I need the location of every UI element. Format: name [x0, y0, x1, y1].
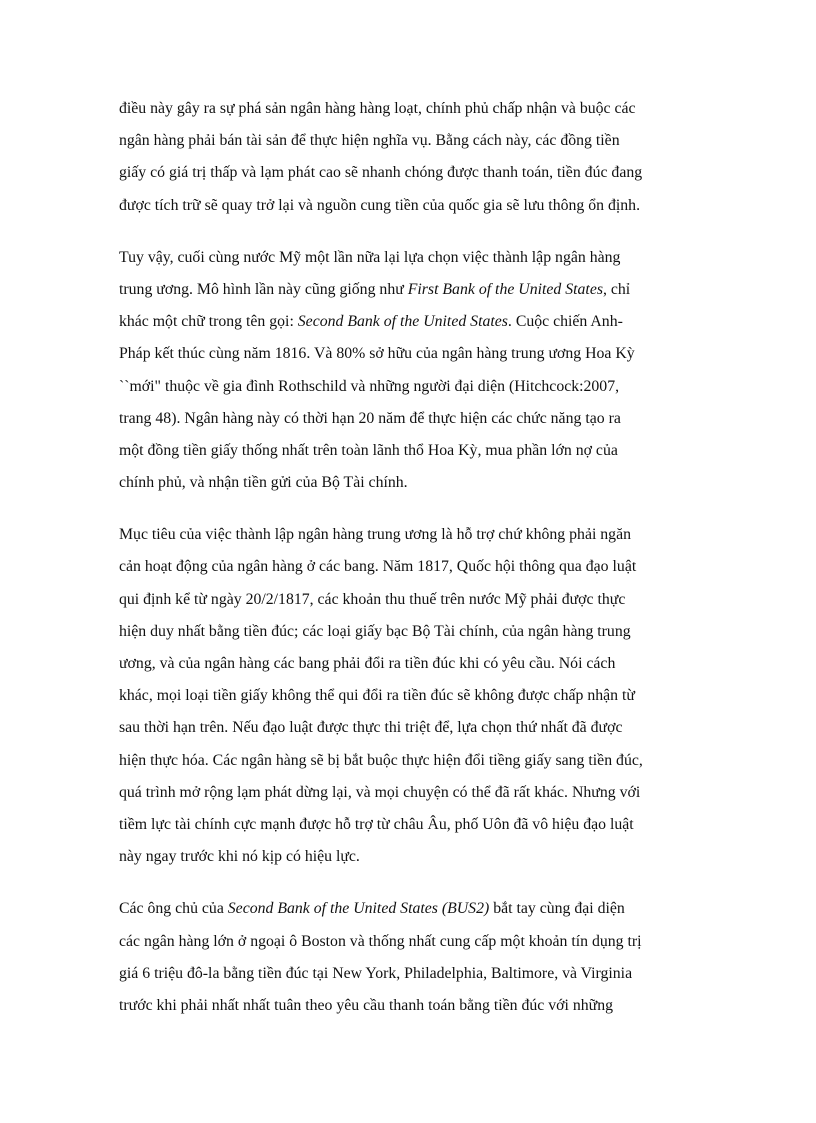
text-segment: hiện thực hóa. Các ngân hàng sẽ bị bắt buộc thực hiện đổi tiềng giấy sang tiền đúc, [119, 751, 643, 769]
text-segment: Mục tiêu của việc thành lập ngân hàng trung ương là hỗ trợ chứ không phải ngăn [119, 526, 631, 544]
text-segment: khác một chữ trong tên gọi: [119, 313, 298, 331]
text-segment: này ngay trước khi nó kịp có hiệu lực. [119, 848, 360, 866]
text-segment: chính phủ, và nhận tiền gửi của Bộ Tài chính. [119, 474, 408, 492]
text-line [119, 680, 704, 712]
text-line [119, 125, 704, 157]
text-line [119, 958, 704, 990]
text-line [119, 242, 704, 274]
text-segment: trước khi phải nhất nhất tuân theo yêu cầu thanh toán bằng tiền đúc với những [119, 996, 614, 1014]
text-segment: hiện duy nhất bằng tiền đúc; các loại giấy bạc Bộ Tài chính, của ngân hàng trung [119, 622, 631, 640]
text-segment: sau thời hạn trên. Nếu đạo luật được thực thi triệt để, lựa chọn thứ nhất đã được [119, 719, 623, 737]
text-segment: . Cuộc chiến Anh- [507, 313, 623, 331]
text-line [119, 190, 704, 222]
text-line [119, 990, 704, 1022]
text-segment: ngân hàng phải bán tài sản để thực hiện nghĩa vụ. Bằng cách này, các đồng tiền [119, 132, 620, 150]
text-segment: một đồng tiền giấy thống nhất trên toàn lãnh thổ Hoa Kỳ, mua phần lớn nợ của [119, 441, 618, 459]
text-segment: trang 48). Ngân hàng này có thời hạn 20 năm để thực hiện các chức năng tạo ra [119, 409, 621, 427]
text-segment: ương, và của ngân hàng các bang phải đổi ra tiền đúc khi có yêu cầu. Nói cách [119, 655, 616, 672]
paragraph [119, 893, 704, 1022]
text-segment: qui định kể từ ngày 20/2/1817, các khoản thu thuế trên nước Mỹ phải được thực [119, 590, 626, 608]
document-body [119, 93, 704, 1042]
text-segment: bắt tay cùng đại diện [489, 900, 625, 918]
text-segment: Pháp kết thúc cùng năm 1816. Và 80% sở hữu của ngân hàng trung ương Hoa Kỳ [119, 345, 635, 363]
text-segment: Tuy vậy, cuối cùng nước Mỹ một lần nữa lại lựa chọn việc thành lập ngân hàng [119, 248, 621, 266]
text-line [119, 584, 704, 616]
text-segment: các ngân hàng lớn ở ngoại ô Boston và thống nhất cung cấp một khoản tín dụng trị [119, 932, 642, 950]
text-line [119, 551, 704, 583]
text-segment: trung ương. Mô hình lần này cũng giống như [119, 280, 408, 298]
text-line [119, 893, 704, 925]
text-segment: tiềm lực tài chính cực mạnh được hỗ trợ từ châu Âu, phố Uôn đã vô hiệu đạo luật [119, 815, 634, 833]
text-line [119, 338, 704, 370]
text-segment: giấy có giá trị thấp và lạm phát cao sẽ nhanh chóng được thanh toán, tiền đúc đang [119, 164, 643, 182]
italic-text: Second Bank of the United States (BUS2) [227, 900, 490, 918]
text-segment: ``mới" thuộc về gia đình Rothschild và những người đại diện (Hitchcock:2007, [119, 377, 620, 395]
text-line [119, 841, 704, 873]
text-segment: khác, mọi loại tiền giấy không thể qui đổi ra tiền đúc sẽ không được chấp nhận từ [119, 687, 635, 705]
italic-text: First Bank of the United States [407, 280, 603, 298]
text-segment: , chỉ [602, 280, 631, 298]
text-line [119, 809, 704, 841]
paragraph [119, 93, 704, 222]
text-segment: được tích trữ sẽ quay trở lại và nguồn cung tiền của quốc gia sẽ lưu thông ổn định. [119, 196, 641, 214]
text-line [119, 616, 704, 648]
text-line [119, 712, 704, 744]
text-line [119, 519, 704, 551]
text-line [119, 371, 704, 403]
text-line [119, 745, 704, 777]
text-line [119, 926, 704, 958]
text-segment: cản hoạt động của ngân hàng ở các bang. Năm 1817, Quốc hội thông qua đạo luật [119, 558, 637, 576]
text-line [119, 648, 704, 680]
paragraph [119, 242, 704, 500]
text-line [119, 435, 704, 467]
text-segment: Các ông chủ của [119, 900, 228, 918]
text-line [119, 467, 704, 499]
paragraph [119, 519, 704, 873]
text-line [119, 93, 704, 125]
text-segment: quá trình mở rộng lạm phát dừng lại, và mọi chuyện có thể đã rất khác. Nhưng với [119, 783, 641, 801]
text-line [119, 306, 704, 338]
text-line [119, 274, 704, 306]
text-line [119, 157, 704, 189]
italic-text: Second Bank of the United States [297, 313, 508, 331]
text-segment: điều này gây ra sự phá sản ngân hàng hàng loạt, chính phủ chấp nhận và buộc các [119, 100, 636, 117]
text-segment: giá 6 triệu đô-la bằng tiền đúc tại New York, Philadelphia, Baltimore, và Virginia [119, 964, 633, 982]
text-line [119, 403, 704, 435]
text-line [119, 777, 704, 809]
